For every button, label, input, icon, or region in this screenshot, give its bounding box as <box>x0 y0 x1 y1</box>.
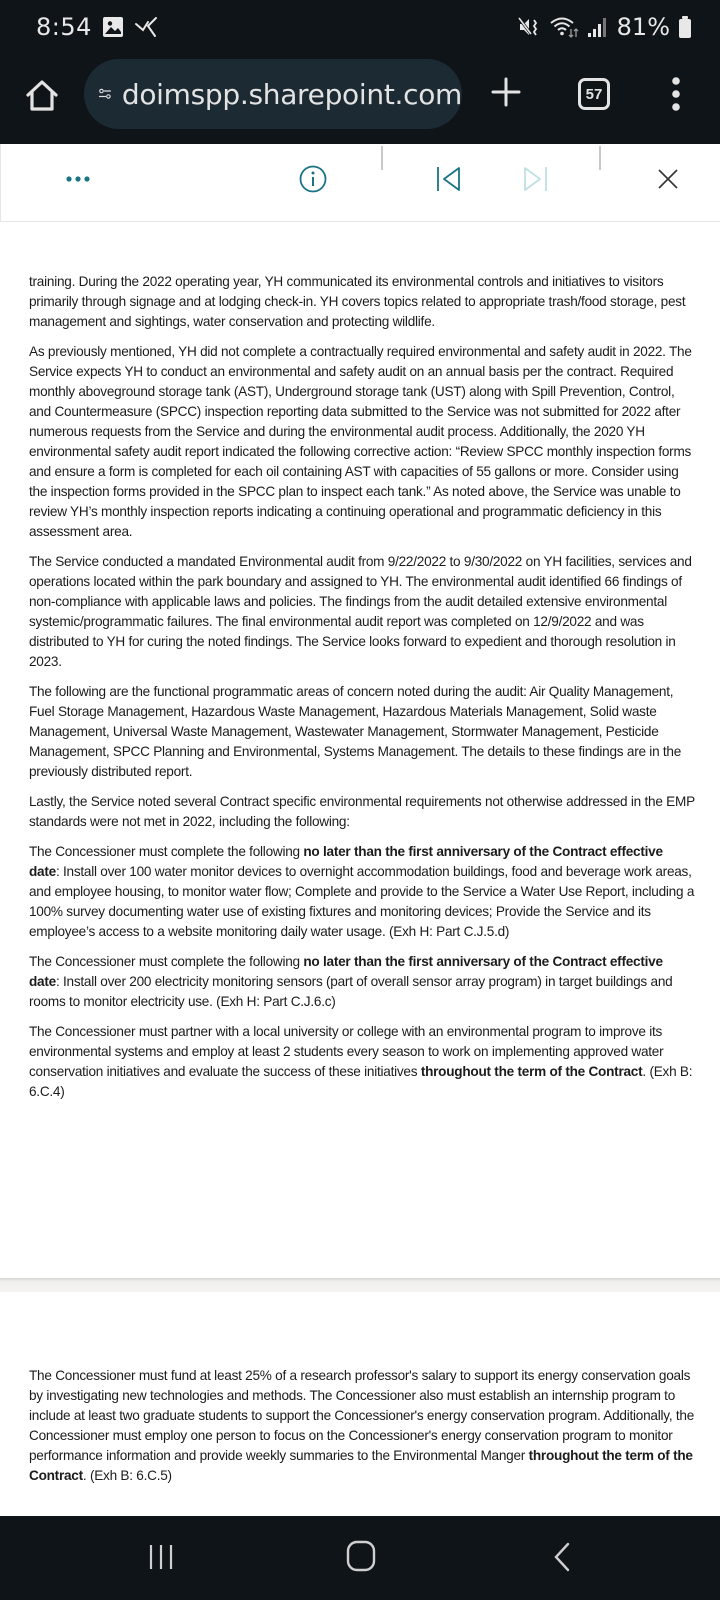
toolbar-divider <box>381 146 383 170</box>
document-viewer-toolbar <box>0 144 720 222</box>
paragraph: Lastly, the Service noted several Contract specific environmental requirements not otherwise addressed in the EMP standards were not met in 2022, including the following: <box>29 794 695 829</box>
paragraph: The Service conducted a mandated Environmental audit from 9/22/2022 to 9/30/2022 on YH facilities, services and operations located within the park boundary and assigned to YH. The environmental audit identified 66 findings of non-compliance with applicable laws and policies. The findings from the audit detailed extensive environmental systemic/programmatic failures. The final environmental audit report was completed on 12/9/2022 and was distributed to YH for curing the noted findings. The Service looks forward to expedient and thorough resolution in 2023. <box>29 554 692 669</box>
site-settings-icon[interactable] <box>98 80 112 108</box>
previous-page-icon[interactable] <box>435 164 465 194</box>
more-options-icon[interactable] <box>65 174 93 184</box>
new-tab-icon[interactable] <box>490 76 522 108</box>
document-page-2 <box>0 1292 720 1516</box>
signal-icon <box>587 15 609 39</box>
more-menu-icon[interactable] <box>670 76 682 112</box>
paragraph: The Concessioner must complete the following no later than the first anniversary of the Contract effective date: Install over 100 water monitor devices to overnight accommodation buildings, food and beverage work areas, and employee housing, to monitor water flow; Complete and provide to the Service a Water Use Report, including a 100% survey documenting water use of existing fixtures and monitoring devices; Provide the Service and its employee’s access to a website monitoring daily water usage. (Exh H: Part C.J.5.d) <box>29 844 695 939</box>
address-bar[interactable] <box>84 59 462 129</box>
status-time: 8:54 <box>36 13 92 41</box>
paragraph: The following are the functional programmatic areas of concern noted during the audit: Air Quality Management, Fuel Storage Management, Hazardous Waste Management, Hazardous Materials Management, Solid waste Management, Universal Waste Management, Wastewater Management, Stormwater Management, Pesticide Management, SPCC Planning and Environmental, Systems Management. The details to these findings are in the previously distributed report. <box>29 684 682 779</box>
mute-vibrate-icon <box>517 15 541 39</box>
url-text[interactable]: doimspp.sharepoint.com <box>121 77 462 111</box>
home-icon[interactable] <box>24 78 60 114</box>
paragraph: training. During the 2022 operating year, YH communicated its environmental controls and initiatives to visitors primarily through signage and at lodging check-in. YH covers topics related to appropriate trash/food storage, pest management and sightings, water conservation and protecting wildlife. <box>29 274 686 329</box>
wifi-icon <box>549 15 579 39</box>
messenger-icon <box>134 16 160 38</box>
next-page-icon[interactable] <box>521 164 551 194</box>
page-separator <box>0 1278 720 1292</box>
document-page-1 <box>0 222 720 1278</box>
paragraph: The Concessioner must complete the following no later than the first anniversary of the Contract effective date: Install over 200 electricity monitoring sensors (part of overall sensor array program) in target buildings and rooms to monitor electricity use. (Exh H: Part C.J.6.c) <box>29 954 673 1009</box>
paragraph: The Concessioner must partner with a local university or college with an environmental program to improve its environmental systems and employ at least 2 students every season to work on implementing approved water conservation initiatives and evaluate the success of these initiatives throughout the term of the Contract. (Exh B: 6.C.4) <box>29 1024 693 1099</box>
recent-apps-icon[interactable] <box>148 1542 174 1572</box>
close-icon[interactable] <box>657 168 679 190</box>
page-2-text <box>29 1366 695 1496</box>
battery-percent: 81% <box>616 13 670 41</box>
tab-switcher-button[interactable] <box>578 78 610 110</box>
status-bar <box>0 0 720 54</box>
page-1-text <box>29 272 695 1112</box>
gallery-icon <box>102 16 124 38</box>
system-navigation-bar <box>0 1516 720 1600</box>
paragraph: As previously mentioned, YH did not complete a contractually required environmental and safety audit in 2022. The Service expects YH to conduct an environmental and safety audit on an annual basis per the contract. Required monthly aboveground storage tank (AST), Underground storage tank (UST) along with Spill Prevention, Control, and Countermeasure (SPCC) inspection reporting data submitted to the Service was not submitted for 2022 after numerous requests from the Service and during the environmental audit process. Additionally, the 2020 YH environmental safety audit report indicated the following corrective action: “Review SPCC monthly inspection forms and ensure a form is completed for each oil containing AST with capacities of 55 gallons or more. Consider using the inspection forms provided in the SPCC plan to inspect each tank.” As noted above, the Service was unable to review YH’s monthly inspection reports indicating a continuing operational and programmatic deficiency in this assessment area. <box>29 344 692 539</box>
toolbar-divider <box>599 146 601 170</box>
paragraph: The Concessioner must fund at least 25% of a research professor's salary to support its energy conservation goals by investigating new technologies and methods. The Concessioner also must establish an internship program to include at least two graduate students to support the Concessioner's energy conservation program. Additionally, the Concessioner must employ one person to focus on the Concessioner's energy conservation program to monitor performance information and provide weekly summaries to the Environmental Manger throughout the term of the Contract. (Exh B: 6.C.5) <box>29 1368 695 1483</box>
tab-count: 57 <box>585 85 603 103</box>
battery-icon <box>678 15 692 39</box>
info-icon[interactable] <box>298 164 328 194</box>
browser-toolbar <box>0 54 720 144</box>
home-nav-icon[interactable] <box>346 1540 376 1572</box>
back-icon[interactable] <box>552 1542 572 1572</box>
